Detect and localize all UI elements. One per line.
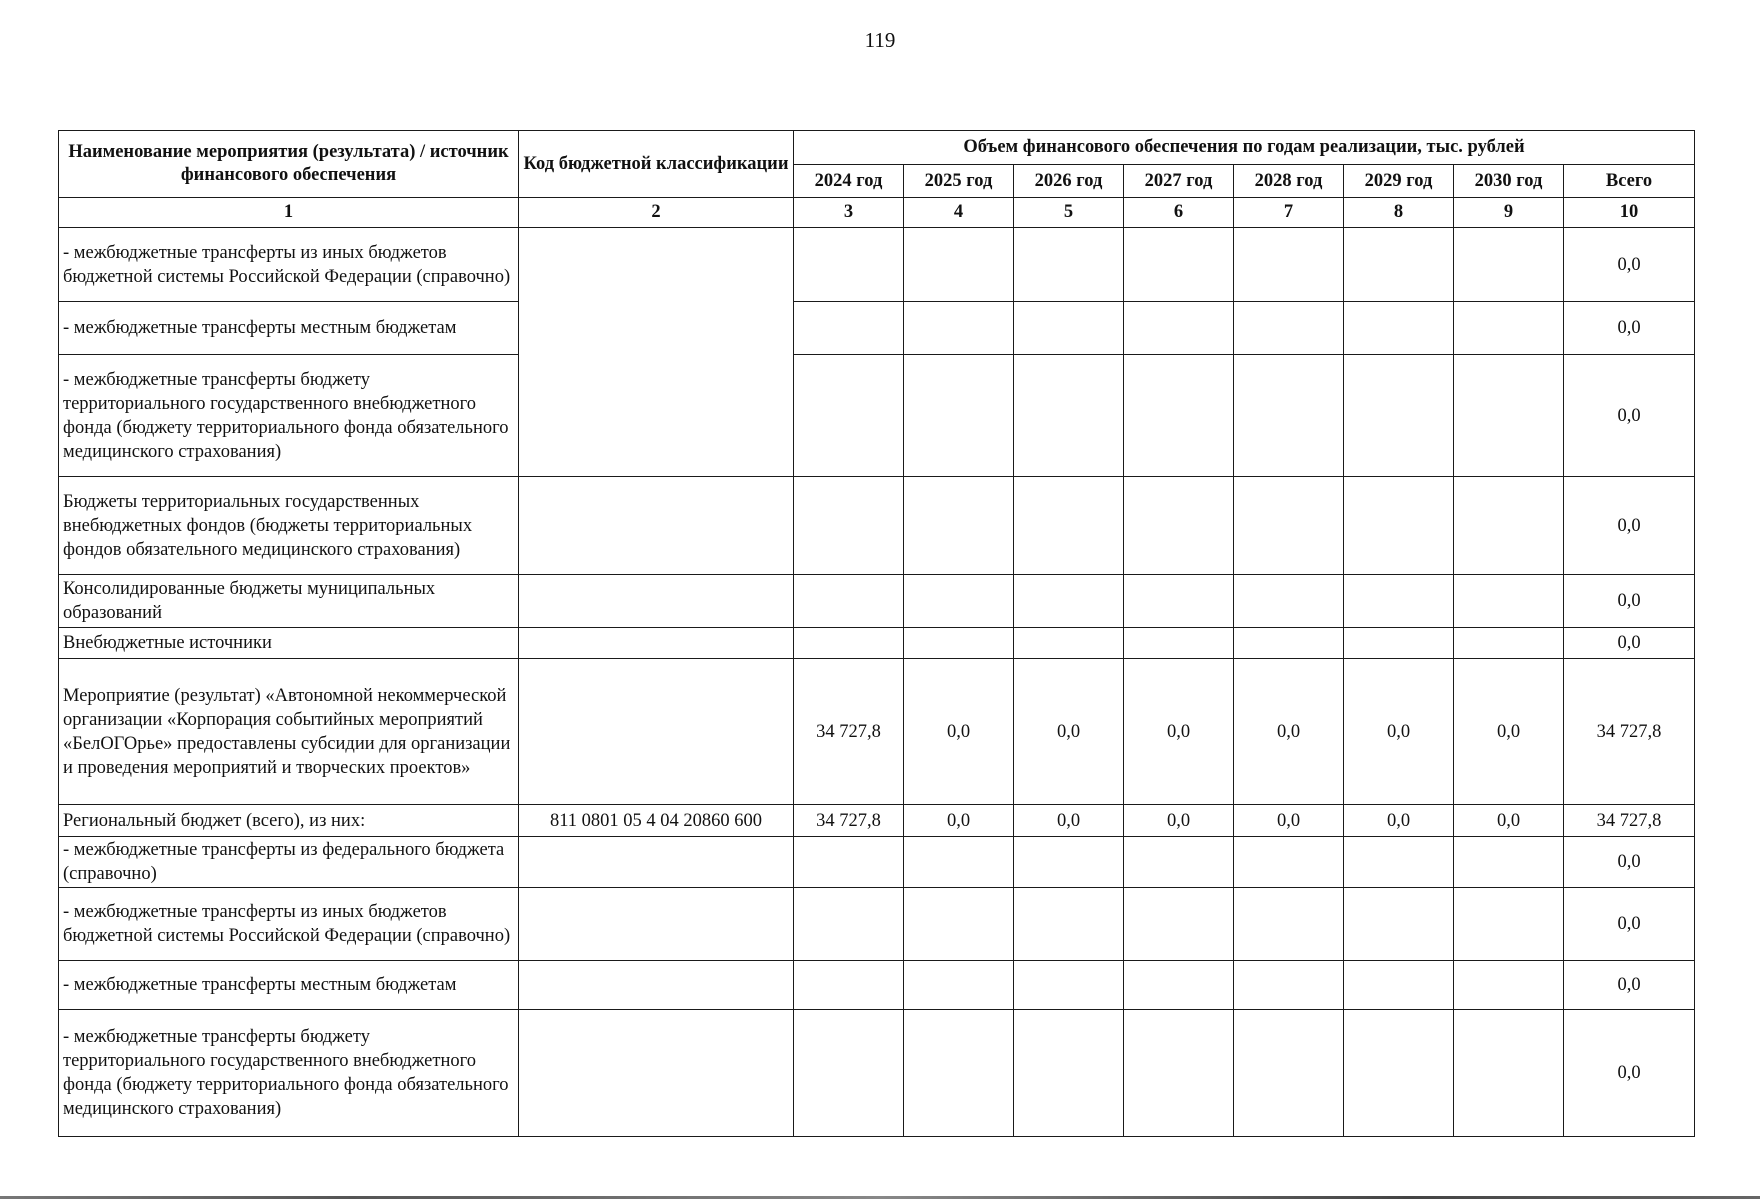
value-2030 xyxy=(1454,1010,1564,1137)
value-total: 0,0 xyxy=(1564,228,1695,302)
value-total: 0,0 xyxy=(1564,888,1695,961)
value-2029 xyxy=(1344,228,1454,302)
value-2027 xyxy=(1124,355,1234,477)
value-2030 xyxy=(1454,837,1564,888)
column-number: 4 xyxy=(904,198,1014,228)
value-2025: 0,0 xyxy=(904,805,1014,837)
value-2026 xyxy=(1014,575,1124,628)
column-number: 9 xyxy=(1454,198,1564,228)
value-2028: 0,0 xyxy=(1234,659,1344,805)
header-year: 2026 год xyxy=(1014,165,1124,198)
row-code xyxy=(519,477,794,575)
row-name: Бюджеты территориальных государственных внебюджетных фондов (бюджеты территориальных фондов обязательного медицинского страхования) xyxy=(59,477,519,575)
value-2024 xyxy=(794,1010,904,1137)
value-2024 xyxy=(794,837,904,888)
value-2030 xyxy=(1454,355,1564,477)
value-total: 0,0 xyxy=(1564,355,1695,477)
value-2028: 0,0 xyxy=(1234,805,1344,837)
value-2030 xyxy=(1454,228,1564,302)
header-year: 2025 год xyxy=(904,165,1014,198)
value-2024 xyxy=(794,355,904,477)
column-number: 8 xyxy=(1344,198,1454,228)
table-header xyxy=(59,131,1695,228)
header-year: 2028 год xyxy=(1234,165,1344,198)
value-2026 xyxy=(1014,477,1124,575)
row-code xyxy=(519,575,794,628)
value-2030 xyxy=(1454,628,1564,659)
row-name: - межбюджетные трансферты из иных бюджетов бюджетной системы Российской Федерации (справочно) xyxy=(59,228,519,302)
header-year: 2024 год xyxy=(794,165,904,198)
value-2025: 0,0 xyxy=(904,659,1014,805)
value-2029 xyxy=(1344,837,1454,888)
value-2024 xyxy=(794,961,904,1010)
table-row xyxy=(59,1010,1695,1137)
value-2029 xyxy=(1344,477,1454,575)
value-total: 0,0 xyxy=(1564,575,1695,628)
column-number: 2 xyxy=(519,198,794,228)
page-bottom-edge xyxy=(0,1196,1760,1199)
value-2024 xyxy=(794,888,904,961)
table-row xyxy=(59,628,1695,659)
value-2025 xyxy=(904,477,1014,575)
value-2026 xyxy=(1014,961,1124,1010)
value-2030 xyxy=(1454,477,1564,575)
value-2028 xyxy=(1234,228,1344,302)
value-2025 xyxy=(904,1010,1014,1137)
value-total: 0,0 xyxy=(1564,1010,1695,1137)
value-2024 xyxy=(794,228,904,302)
value-2028 xyxy=(1234,575,1344,628)
value-2024 xyxy=(794,302,904,355)
value-2026 xyxy=(1014,302,1124,355)
row-name: Региональный бюджет (всего), из них: xyxy=(59,805,519,837)
value-2030 xyxy=(1454,888,1564,961)
row-code xyxy=(519,628,794,659)
value-2025 xyxy=(904,837,1014,888)
value-2027 xyxy=(1124,837,1234,888)
header-year: 2029 год xyxy=(1344,165,1454,198)
header-code: Код бюджетной классификации xyxy=(519,131,794,198)
value-2025 xyxy=(904,302,1014,355)
value-2025 xyxy=(904,575,1014,628)
value-2025 xyxy=(904,628,1014,659)
value-2028 xyxy=(1234,837,1344,888)
value-2027 xyxy=(1124,961,1234,1010)
value-2029: 0,0 xyxy=(1344,659,1454,805)
value-2030: 0,0 xyxy=(1454,659,1564,805)
table-row xyxy=(59,355,1695,477)
value-2029 xyxy=(1344,302,1454,355)
column-number: 3 xyxy=(794,198,904,228)
value-2029 xyxy=(1344,628,1454,659)
table-row xyxy=(59,659,1695,805)
value-2027 xyxy=(1124,628,1234,659)
header-year: 2030 год xyxy=(1454,165,1564,198)
row-name: Внебюджетные источники xyxy=(59,628,519,659)
header-total: Всего xyxy=(1564,165,1695,198)
value-total: 34 727,8 xyxy=(1564,659,1695,805)
value-total: 0,0 xyxy=(1564,302,1695,355)
table-row xyxy=(59,961,1695,1010)
table-row xyxy=(59,228,1695,302)
value-2027 xyxy=(1124,575,1234,628)
value-2027: 0,0 xyxy=(1124,659,1234,805)
row-code: 811 0801 05 4 04 20860 600 xyxy=(519,805,794,837)
value-2029 xyxy=(1344,961,1454,1010)
value-2024: 34 727,8 xyxy=(794,659,904,805)
value-2025 xyxy=(904,228,1014,302)
value-total: 0,0 xyxy=(1564,477,1695,575)
value-2027 xyxy=(1124,1010,1234,1137)
table-row xyxy=(59,837,1695,888)
value-2030 xyxy=(1454,302,1564,355)
header-name: Наименование мероприятия (результата) / источник финансового обеспечения xyxy=(59,131,519,198)
value-2025 xyxy=(904,355,1014,477)
value-2028 xyxy=(1234,302,1344,355)
table-row xyxy=(59,805,1695,837)
value-2025 xyxy=(904,961,1014,1010)
row-name: - межбюджетные трансферты местным бюджетам xyxy=(59,961,519,1010)
value-2028 xyxy=(1234,961,1344,1010)
value-2027 xyxy=(1124,228,1234,302)
page-number: 119 xyxy=(864,28,896,52)
value-2028 xyxy=(1234,355,1344,477)
row-name: - межбюджетные трансферты из иных бюджетов бюджетной системы Российской Федерации (справочно) xyxy=(59,888,519,961)
value-2026 xyxy=(1014,628,1124,659)
header-volume: Объем финансового обеспечения по годам реализации, тыс. рублей xyxy=(794,131,1695,165)
value-2028 xyxy=(1234,888,1344,961)
value-2024 xyxy=(794,575,904,628)
table-body xyxy=(59,228,1695,1137)
value-total: 0,0 xyxy=(1564,837,1695,888)
value-2026: 0,0 xyxy=(1014,805,1124,837)
row-code xyxy=(519,837,794,888)
value-2026 xyxy=(1014,228,1124,302)
row-name: - межбюджетные трансферты местным бюджетам xyxy=(59,302,519,355)
value-2027 xyxy=(1124,302,1234,355)
row-name: Мероприятие (результат) «Автономной некоммерческой организации «Корпорация событийных мероприятий «БелОГОрье» предоставлены субсидии для организации и проведения мероприятий и творческих проектов» xyxy=(59,659,519,805)
value-2027 xyxy=(1124,477,1234,575)
value-2028 xyxy=(1234,477,1344,575)
column-number: 6 xyxy=(1124,198,1234,228)
value-2026 xyxy=(1014,888,1124,961)
value-2026 xyxy=(1014,837,1124,888)
column-number: 7 xyxy=(1234,198,1344,228)
value-2024 xyxy=(794,628,904,659)
value-total: 0,0 xyxy=(1564,628,1695,659)
value-2026: 0,0 xyxy=(1014,659,1124,805)
column-number: 10 xyxy=(1564,198,1695,228)
column-number: 1 xyxy=(59,198,519,228)
value-total: 0,0 xyxy=(1564,961,1695,1010)
row-name: - межбюджетные трансферты бюджету территориального государственного внебюджетного фонда (бюджету территориального фонда обязательного медицинского страхования) xyxy=(59,355,519,477)
value-2027: 0,0 xyxy=(1124,805,1234,837)
table-row xyxy=(59,888,1695,961)
value-2029 xyxy=(1344,355,1454,477)
row-code xyxy=(519,228,794,477)
value-2028 xyxy=(1234,1010,1344,1137)
value-2028 xyxy=(1234,628,1344,659)
financing-table xyxy=(58,130,1695,1137)
table-row xyxy=(59,302,1695,355)
row-code xyxy=(519,888,794,961)
row-name: Консолидированные бюджеты муниципальных образований xyxy=(59,575,519,628)
value-2030 xyxy=(1454,961,1564,1010)
column-number: 5 xyxy=(1014,198,1124,228)
row-name: - межбюджетные трансферты бюджету территориального государственного внебюджетного фонда (бюджету территориального фонда обязательного медицинского страхования) xyxy=(59,1010,519,1137)
value-2029 xyxy=(1344,1010,1454,1137)
value-2025 xyxy=(904,888,1014,961)
value-2029 xyxy=(1344,888,1454,961)
value-2029 xyxy=(1344,575,1454,628)
value-2026 xyxy=(1014,355,1124,477)
value-2024: 34 727,8 xyxy=(794,805,904,837)
value-2029: 0,0 xyxy=(1344,805,1454,837)
row-code xyxy=(519,961,794,1010)
value-total: 34 727,8 xyxy=(1564,805,1695,837)
table-row xyxy=(59,477,1695,575)
table-row xyxy=(59,575,1695,628)
row-name: - межбюджетные трансферты из федерального бюджета (справочно) xyxy=(59,837,519,888)
value-2030 xyxy=(1454,575,1564,628)
value-2030: 0,0 xyxy=(1454,805,1564,837)
value-2026 xyxy=(1014,1010,1124,1137)
value-2024 xyxy=(794,477,904,575)
row-code xyxy=(519,1010,794,1137)
value-2027 xyxy=(1124,888,1234,961)
header-year: 2027 год xyxy=(1124,165,1234,198)
row-code xyxy=(519,659,794,805)
